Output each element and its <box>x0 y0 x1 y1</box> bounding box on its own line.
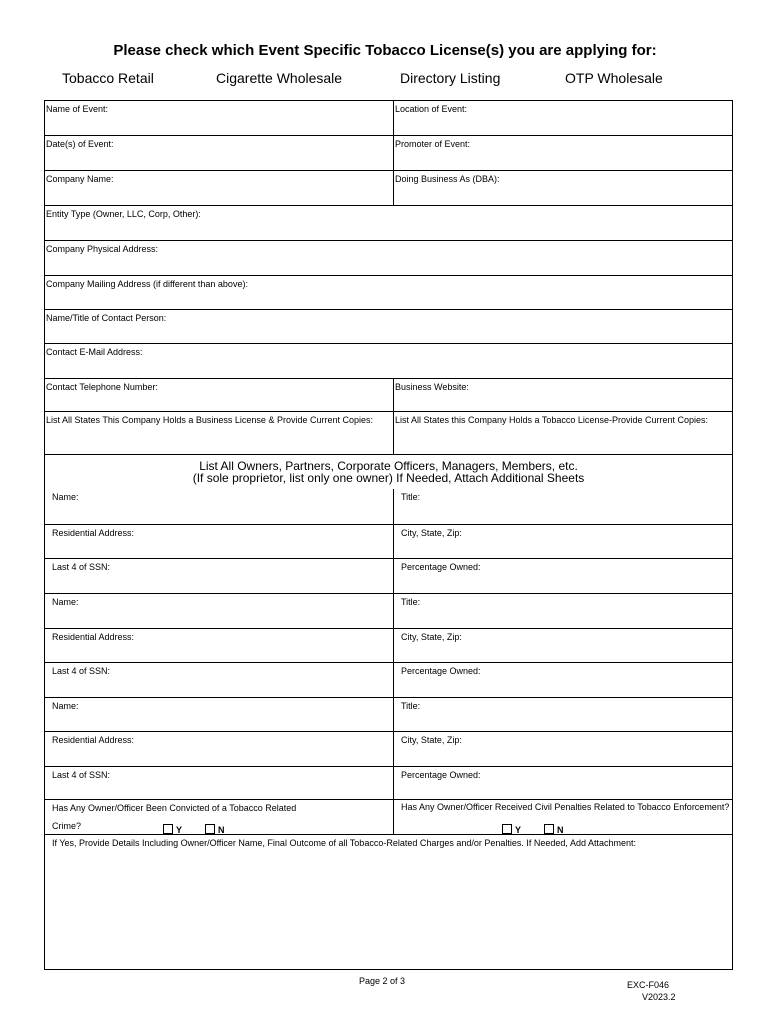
row-event <box>45 101 732 136</box>
label: Business Website: <box>395 382 469 392</box>
label: Name: <box>52 492 79 502</box>
owner1-title-field[interactable] <box>393 489 732 524</box>
row-dates <box>45 136 732 171</box>
states-business-license-field[interactable] <box>45 412 393 454</box>
row-company <box>45 171 732 206</box>
states-tobacco-license-field[interactable] <box>393 412 732 454</box>
row-states <box>45 412 732 455</box>
civil-label: Has Any Owner/Officer Received Civil Penalties Related to Tobacco Enforcement? <box>401 802 730 812</box>
owner1-name-field[interactable] <box>45 489 393 524</box>
label: Date(s) of Event: <box>46 139 114 149</box>
page-number: Page 2 of 3 <box>359 976 406 986</box>
label: Last 4 of SSN: <box>52 770 111 780</box>
physical-address-field[interactable] <box>45 241 732 276</box>
row-phone <box>45 379 732 412</box>
label: Name: <box>52 597 79 607</box>
label: City, State, Zip: <box>401 735 462 745</box>
option-tobacco-retail[interactable]: Tobacco Retail <box>62 70 154 86</box>
label: Name of Event: <box>46 104 109 114</box>
owner3-name-field[interactable] <box>45 698 393 731</box>
owner2-row-name <box>45 594 732 629</box>
owner1-percentage-field[interactable] <box>393 559 732 593</box>
no-label: N <box>557 825 564 835</box>
owner3-row-address <box>45 732 732 767</box>
owners-heading-line2: (If sole proprietor, list only one owner) If Needed, Attach Additional Sheets <box>192 471 585 485</box>
convicted-line2 <box>52 821 81 831</box>
yes-label: Y <box>176 825 183 835</box>
label: Name/Title of Contact Person: <box>46 313 167 323</box>
convicted-question <box>45 800 393 834</box>
owner2-city-field[interactable] <box>393 629 732 662</box>
name-of-event-field[interactable] <box>45 101 393 135</box>
owner2-row-ssn <box>45 663 732 698</box>
owner3-row-ssn <box>45 767 732 800</box>
owner2-address-field[interactable] <box>45 629 393 662</box>
no-label: N <box>218 825 225 835</box>
owner2-percentage-field[interactable] <box>393 663 732 697</box>
owner2-title-field[interactable] <box>393 594 732 628</box>
label: Company Physical Address: <box>46 244 159 254</box>
label: Location of Event: <box>395 104 468 114</box>
convicted-yes-checkbox[interactable] <box>163 824 173 834</box>
owner2-ssn-field[interactable] <box>45 663 393 697</box>
convicted-label: Has Any Owner/Officer Been Convicted of a Tobacco Related <box>52 803 297 813</box>
owner1-row-ssn <box>45 559 732 594</box>
label: Residential Address: <box>52 735 135 745</box>
owner3-city-field[interactable] <box>393 732 732 766</box>
owners-heading-line1: List All Owners, Partners, Corporate Officers, Managers, Members, etc. <box>199 459 578 473</box>
label: Residential Address: <box>52 632 135 642</box>
company-name-field[interactable] <box>45 171 393 205</box>
label: Contact Telephone Number: <box>46 382 158 392</box>
owner2-row-address <box>45 629 732 663</box>
owners-section-header <box>45 455 732 489</box>
promoter-of-event-field[interactable] <box>393 136 732 170</box>
label: Company Mailing Address (if different than above): <box>46 279 248 289</box>
civil-penalties-question <box>393 800 732 834</box>
form-title: Please check which Event Specific Tobacco License(s) you are applying for: <box>113 42 657 59</box>
label: Company Name: <box>46 174 114 184</box>
label: City, State, Zip: <box>401 632 462 642</box>
label: Name: <box>52 701 79 711</box>
owner1-row-address <box>45 525 732 559</box>
label: Percentage Owned: <box>401 666 481 676</box>
label: Promoter of Event: <box>395 139 471 149</box>
contact-name-field[interactable] <box>45 310 732 344</box>
convicted-no-checkbox[interactable] <box>205 824 215 834</box>
option-directory-listing[interactable]: Directory Listing <box>400 70 501 86</box>
civil-no-checkbox[interactable] <box>544 824 554 834</box>
civil-yes-checkbox[interactable] <box>502 824 512 834</box>
owner2-name-field[interactable] <box>45 594 393 628</box>
business-website-field[interactable] <box>393 379 732 411</box>
label: List All States this Company Holds a Tobacco License-Provide Current Copies: <box>395 415 708 425</box>
row-questions <box>45 800 732 835</box>
details-field[interactable] <box>45 835 732 969</box>
label: Entity Type (Owner, LLC, Corp, Other): <box>46 209 201 219</box>
contact-email-field[interactable] <box>45 344 732 379</box>
owner3-percentage-field[interactable] <box>393 767 732 799</box>
dba-field[interactable] <box>393 171 732 205</box>
owner3-ssn-field[interactable] <box>45 767 393 799</box>
label: Last 4 of SSN: <box>52 666 111 676</box>
license-form <box>44 100 733 970</box>
option-otp-wholesale[interactable]: OTP Wholesale <box>565 70 663 86</box>
label: Percentage Owned: <box>401 770 481 780</box>
entity-type-field[interactable] <box>45 206 732 241</box>
location-of-event-field[interactable] <box>393 101 732 135</box>
label: Title: <box>401 701 421 711</box>
details-label: If Yes, Provide Details Including Owner/Officer Name, Final Outcome of all Tobacco-Related Charges and/or Penalties. If Needed, Add Attachment: <box>52 838 636 848</box>
owner1-city-field[interactable] <box>393 525 732 558</box>
owner1-ssn-field[interactable] <box>45 559 393 593</box>
label: City, State, Zip: <box>401 528 462 538</box>
option-cigarette-wholesale[interactable]: Cigarette Wholesale <box>216 70 343 86</box>
mailing-address-field[interactable] <box>45 276 732 310</box>
label: Doing Business As (DBA): <box>395 174 500 184</box>
owner1-row-name <box>45 489 732 525</box>
label: List All States This Company Holds a Business License & Provide Current Copies: <box>46 415 373 425</box>
yes-label: Y <box>515 825 522 835</box>
label: Percentage Owned: <box>401 562 481 572</box>
owner3-address-field[interactable] <box>45 732 393 766</box>
owner1-address-field[interactable] <box>45 525 393 558</box>
label: Title: <box>401 492 421 502</box>
label: Title: <box>401 597 421 607</box>
form-code: EXC-F046 <box>627 980 670 990</box>
label: Residential Address: <box>52 528 135 538</box>
contact-phone-field[interactable] <box>45 379 393 411</box>
dates-of-event-field[interactable] <box>45 136 393 170</box>
form-version: V2023.2 <box>642 992 676 1002</box>
owner3-title-field[interactable] <box>393 698 732 731</box>
owner3-row-name <box>45 698 732 732</box>
label: Contact E-Mail Address: <box>46 347 143 357</box>
crime-label: Crime? <box>52 821 82 831</box>
label: Last 4 of SSN: <box>52 562 111 572</box>
